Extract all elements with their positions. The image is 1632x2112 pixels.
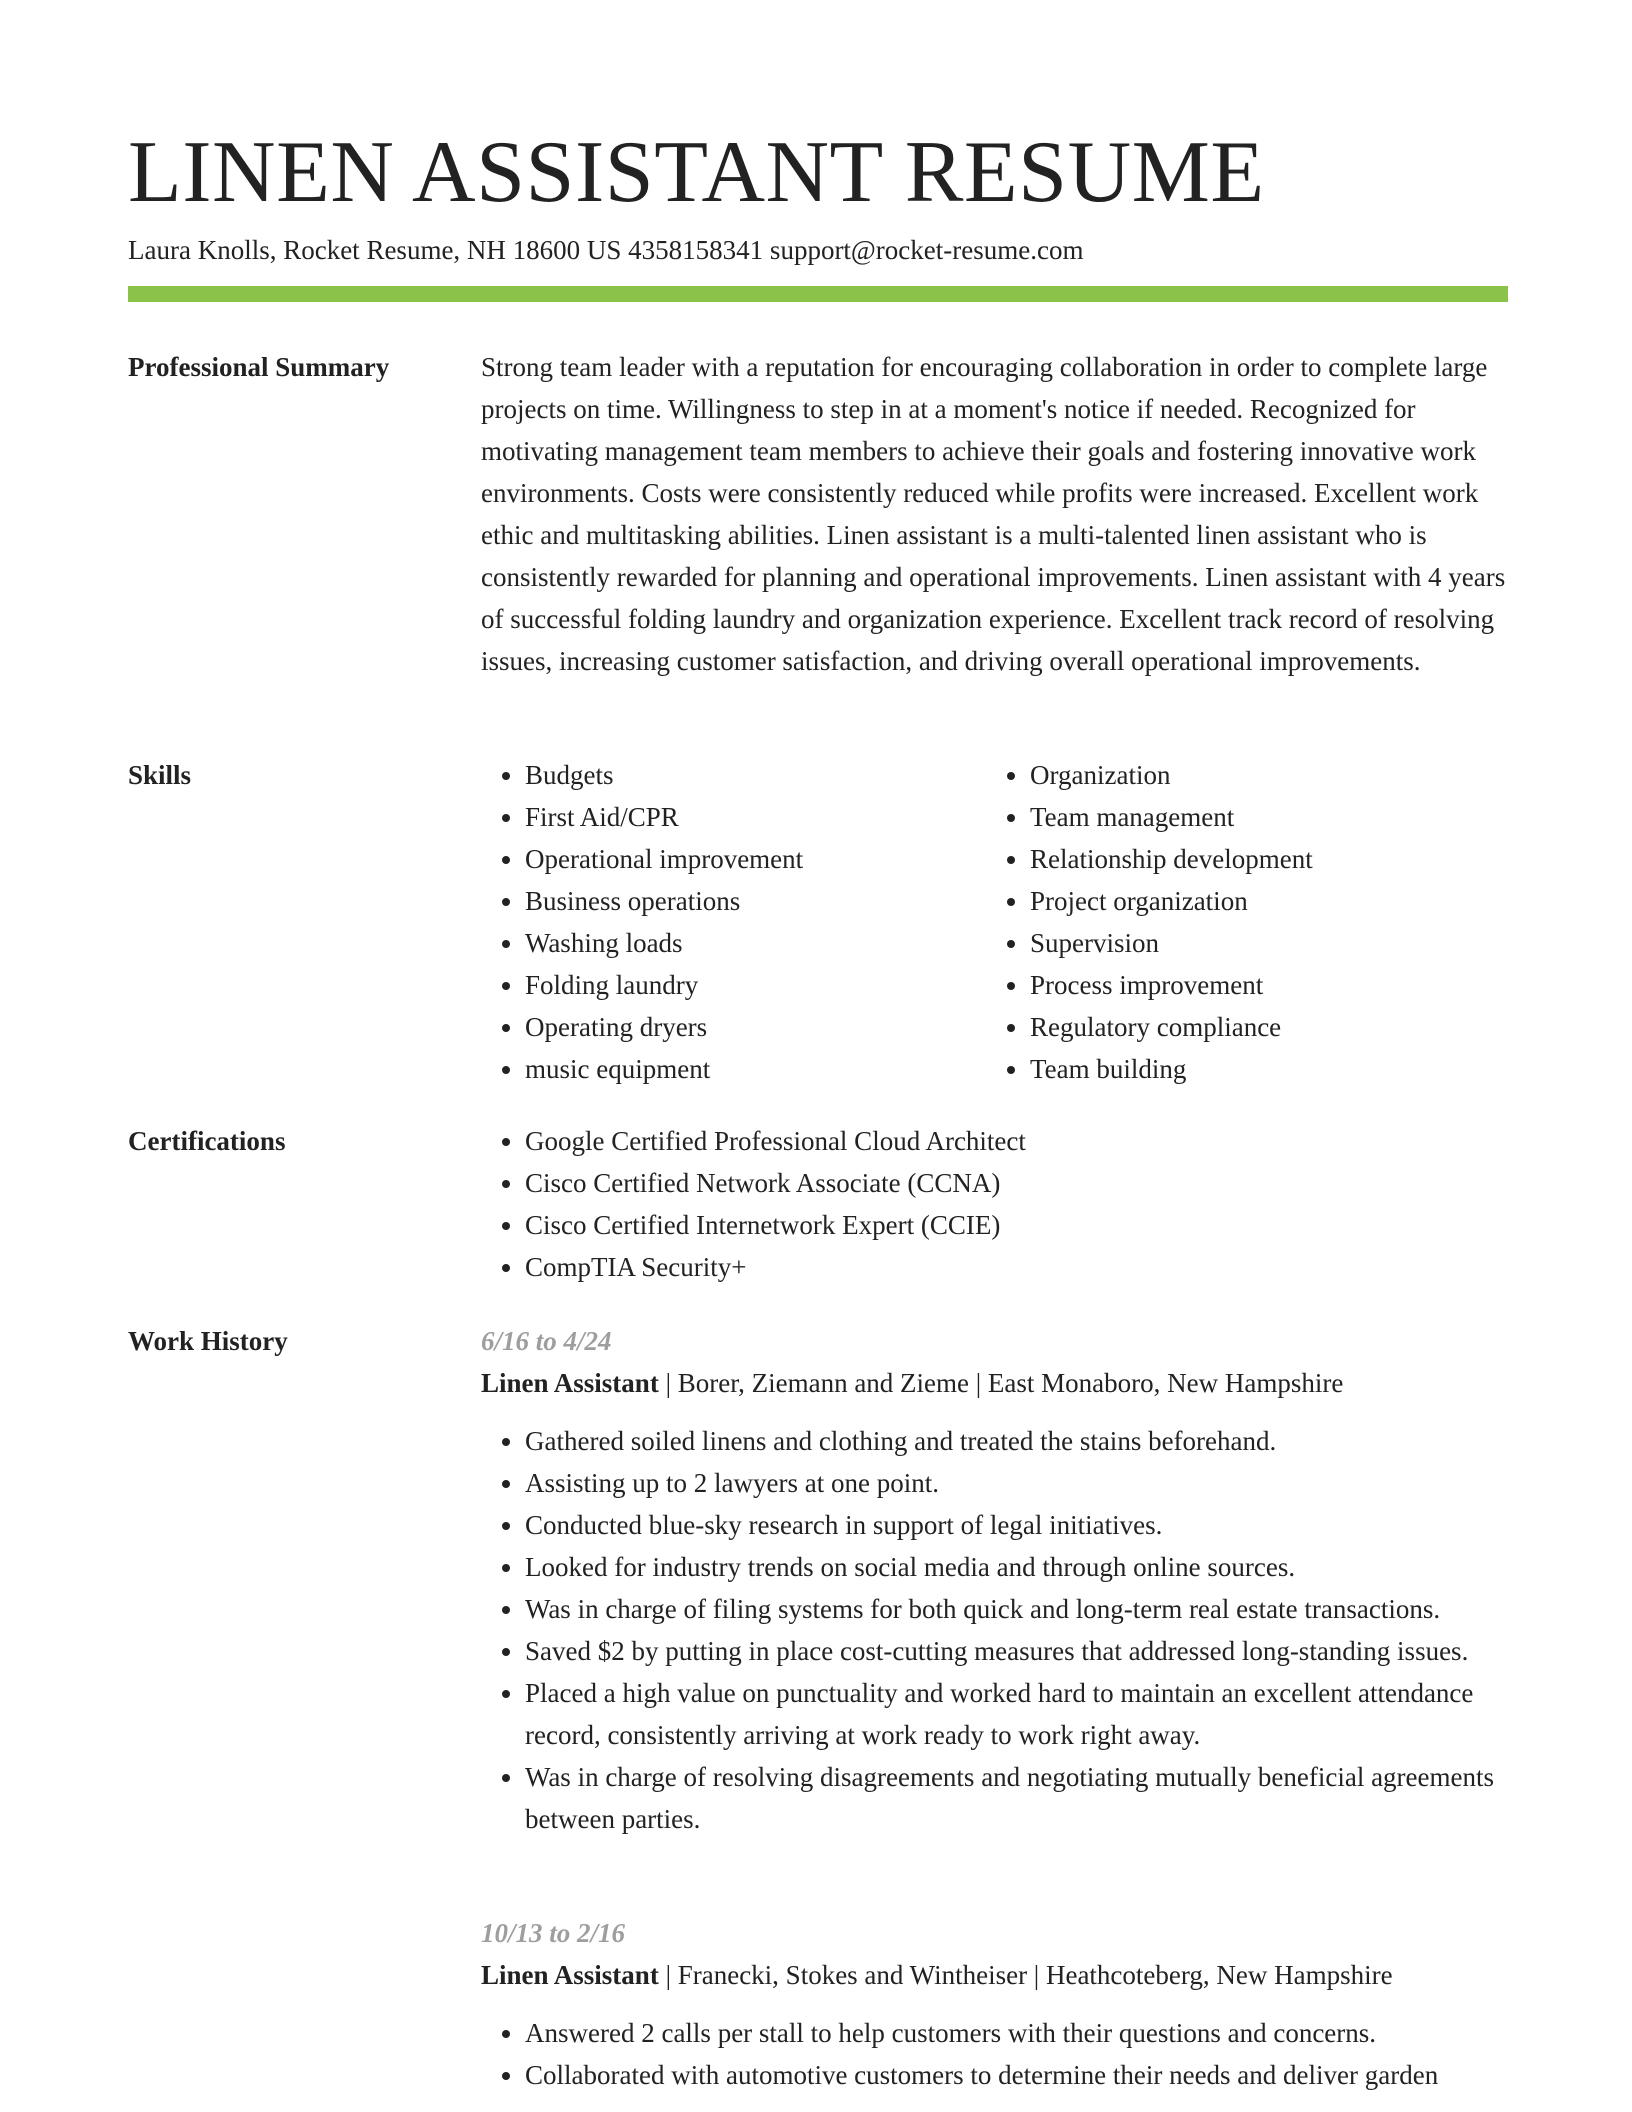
job-entry — [481, 1320, 1508, 1840]
skill-item: • Team building — [1030, 1048, 1535, 1090]
job-entry — [481, 1912, 1508, 2096]
certifications-body — [481, 1120, 1508, 1288]
job-bullets — [481, 2012, 1508, 2096]
skill-item: • Operating dryers — [525, 1006, 1030, 1048]
job-bullets — [481, 1420, 1508, 1840]
skill-item: • Washing loads — [525, 922, 1030, 964]
job-details: | Borer, Ziemann and Zieme | East Monaboro, New Hampshire — [658, 1368, 1344, 1398]
certification-item: • Google Certified Professional Cloud Architect — [525, 1120, 1508, 1162]
job-bullet: • Conducted blue-sky research in support of legal initiatives. — [525, 1504, 1508, 1546]
skill-item: • Relationship development — [1030, 838, 1535, 880]
skill-item: • Team management — [1030, 796, 1535, 838]
certification-item: • Cisco Certified Internetwork Expert (CCIE) — [525, 1204, 1508, 1246]
skills-list-right — [986, 754, 1535, 1090]
job-bullet: • Collaborated with automotive customers to determine their needs and deliver garden — [525, 2054, 1508, 2096]
certification-item: • CompTIA Security+ — [525, 1246, 1508, 1288]
job-dates: 10/13 to 2/16 — [481, 1918, 626, 1948]
job-bullet: • Looked for industry trends on social media and through online sources. — [525, 1546, 1508, 1588]
summary-text: Strong team leader with a reputation for encouraging collaboration in order to complete large projects on time. Willingness to step in at a moment's notice if needed. Recognized for motivating management team members to achieve their goals and fostering innovative work environments. Costs were consistently reduced while profits were increased. Excellent work ethic and multitasking abilities. Linen assistant is a multi-talented linen assistant who is consistently rewarded for planning and operational improvements. Linen assistant with 4 years of successful folding laundry and organization experience. Excellent track record of resolving issues, increasing customer satisfaction, and driving overall operational improvements. — [481, 352, 1506, 676]
job-bullet: • Was in charge of filing systems for both quick and long-term real estate transactions. — [525, 1588, 1508, 1630]
skill-item: • Operational improvement — [525, 838, 1030, 880]
skill-item: • Organization — [1030, 754, 1535, 796]
skill-item: • music equipment — [525, 1048, 1030, 1090]
job-details: | Franecki, Stokes and Wintheiser | Heathcoteberg, New Hampshire — [658, 1960, 1393, 1990]
job-heading — [481, 1362, 1508, 1404]
skill-item: • Project organization — [1030, 880, 1535, 922]
skill-item: • Process improvement — [1030, 964, 1535, 1006]
job-dates: 6/16 to 4/24 — [481, 1326, 612, 1356]
skill-item: • Regulatory compliance — [1030, 1006, 1535, 1048]
summary-body — [481, 346, 1508, 682]
certifications-list — [481, 1120, 1508, 1288]
skill-item: • Business operations — [525, 880, 1030, 922]
skill-item: • Budgets — [525, 754, 1030, 796]
job-bullet: • Gathered soiled linens and clothing and treated the stains beforehand. — [525, 1420, 1508, 1462]
certifications-label: Certifications — [128, 1126, 286, 1156]
header-divider — [128, 286, 1508, 302]
summary-label: Professional Summary — [128, 352, 390, 382]
resume-title: LINEN ASSISTANT RESUME — [128, 124, 1265, 221]
work-history-label: Work History — [128, 1326, 288, 1356]
job-bullet: • Answered 2 calls per stall to help customers with their questions and concerns. — [525, 2012, 1508, 2054]
skill-item: • Supervision — [1030, 922, 1535, 964]
skills-label: Skills — [128, 760, 192, 790]
certification-item: • Cisco Certified Network Associate (CCNA) — [525, 1162, 1508, 1204]
contact-line: Laura Knolls, Rocket Resume, NH 18600 US 4358158341 support@rocket-resume.com — [128, 235, 1084, 265]
job-bullet: • Placed a high value on punctuality and worked hard to maintain an excellent attendance record, consistently arriving at work ready to work right away. — [525, 1672, 1508, 1756]
job-bullet: • Assisting up to 2 lawyers at one point. — [525, 1462, 1508, 1504]
job-bullet: • Was in charge of resolving disagreements and negotiating mutually beneficial agreements between parties. — [525, 1756, 1508, 1840]
skill-item: • Folding laundry — [525, 964, 1030, 1006]
job-bullet: • Saved $2 by putting in place cost-cutting measures that addressed long-standing issues. — [525, 1630, 1508, 1672]
job-title: Linen Assistant — [481, 1960, 659, 1990]
skill-item: • First Aid/CPR — [525, 796, 1030, 838]
job-heading — [481, 1954, 1508, 1996]
job-title: Linen Assistant — [481, 1368, 659, 1398]
skills-list-left — [481, 754, 1030, 1090]
